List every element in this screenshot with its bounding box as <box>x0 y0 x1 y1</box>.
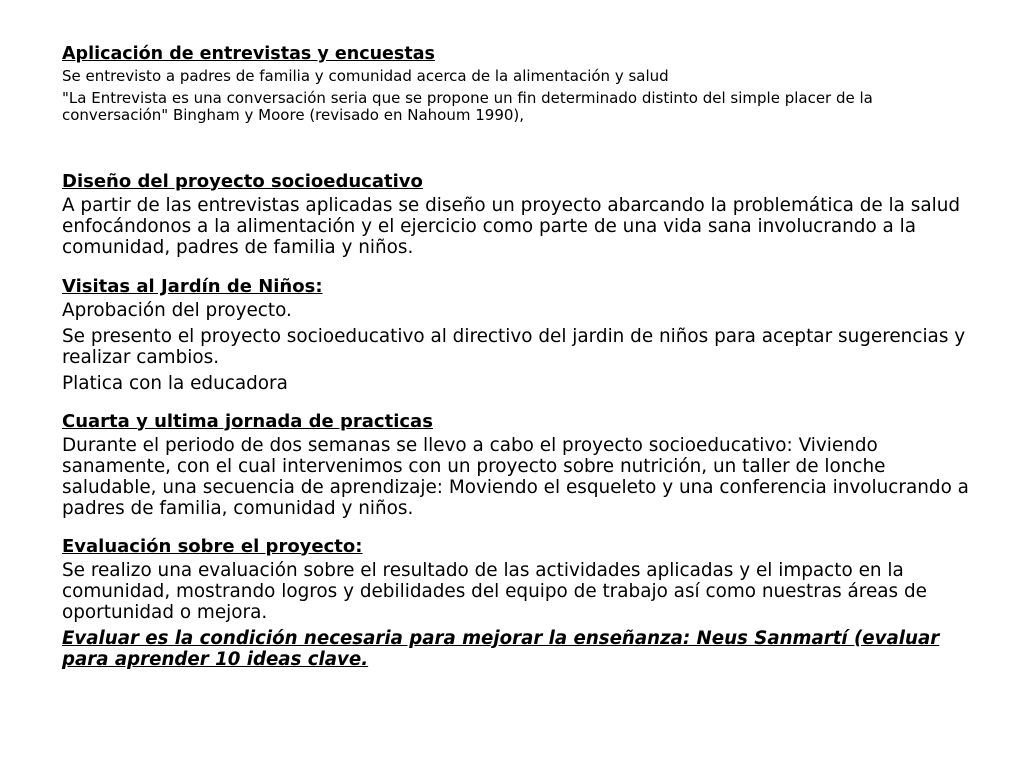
section-heading-entrevistas: Aplicación de entrevistas y encuestas <box>62 44 435 64</box>
section-paragraph: Se realizo una evaluación sobre el resultado de las actividades aplicadas y el impacto en la comunidad, mostrando logros y debilidades del equipo de trabajo así como nuestras áreas de oportunidad o mejora. <box>62 559 927 623</box>
section-paragraph: Se entrevisto a padres de familia y comunidad acerca de la alimentación y salud <box>62 67 669 85</box>
section-heading-evaluacion: Evaluación sobre el proyecto: <box>62 535 363 557</box>
section-paragraph: Platica con la educadora <box>62 372 288 394</box>
section-paragraph: "La Entrevista es una conversación seria que se propone un fin determinado distinto del simple placer de la conversación" Bingham y Moore (revisado en Nahoum 1990), <box>62 88 873 124</box>
section-visitas <box>62 276 972 394</box>
section-paragraph: Se presento el proyecto socioeducativo al directivo del jardin de niños para aceptar sugerencias y realizar cambios. <box>62 325 966 368</box>
section-diseno <box>62 171 972 258</box>
section-paragraph: Durante el periodo de dos semanas se llevo a cabo el proyecto socioeducativo: Viviendo sanamente, con el cual intervenimos con un proyecto sobre nutrición, un taller de lonche saludable, una secuencia de aprendizaje: Moviendo el esqueleto y una conferencia involucrando a padres de familia, comunidad y niños. <box>62 434 969 519</box>
slide-content <box>62 44 972 688</box>
section-paragraph: Aprobación del proyecto. <box>62 299 292 321</box>
section-heading-diseno: Diseño del proyecto socioeducativo <box>62 170 423 192</box>
section-entrevistas <box>62 44 972 125</box>
section-jornada <box>62 411 972 519</box>
section-heading-jornada: Cuarta y ultima jornada de practicas <box>62 410 433 432</box>
section-paragraph: A partir de las entrevistas aplicadas se diseño un proyecto abarcando la problemática de la salud enfocándonos a la alimentación y el ejercicio como parte de una vida sana involucrando a la comunidad, padres de familia y niños. <box>62 194 961 258</box>
section-heading-visitas: Visitas al Jardín de Niños: <box>62 275 323 297</box>
section-evaluacion <box>62 536 972 670</box>
citation-quote: Evaluar es la condición necesaria para mejorar la enseñanza: Neus Sanmartí (evaluar para aprender 10 ideas clave. <box>62 627 940 670</box>
